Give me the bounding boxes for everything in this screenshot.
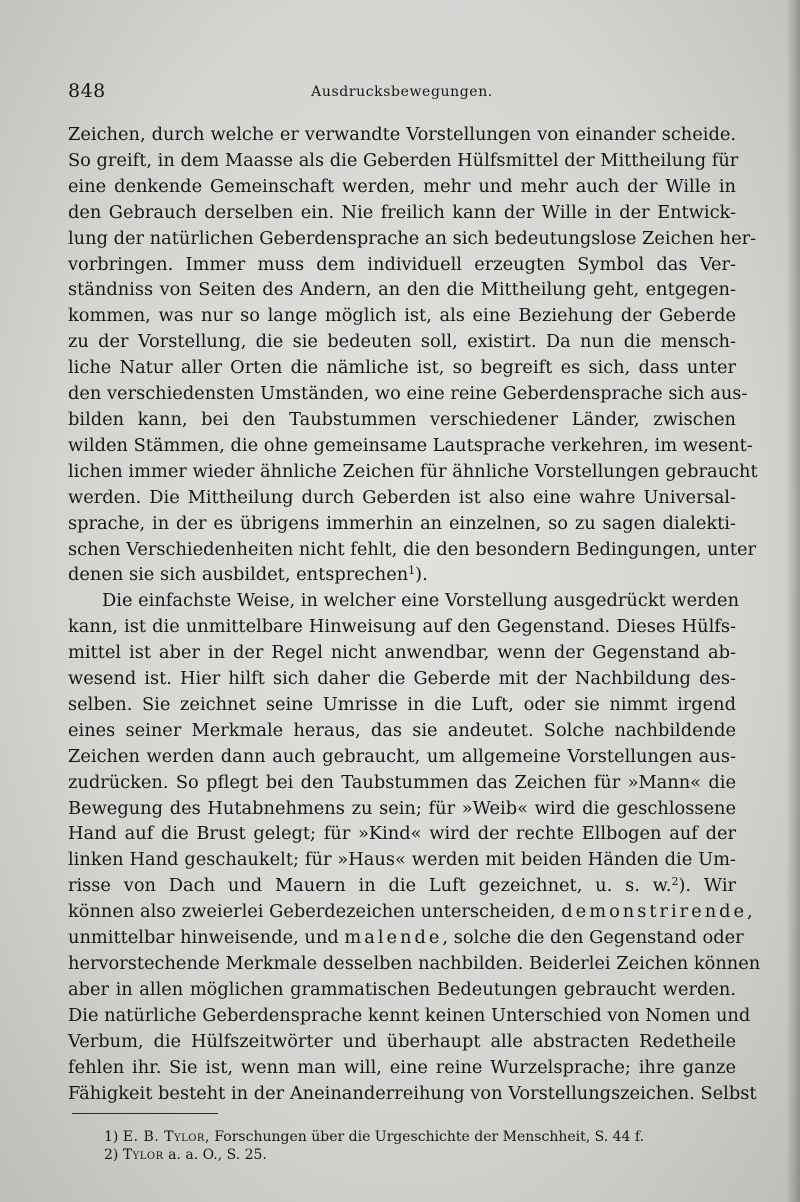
text-line: sprache, in der es übrigens immerhin an einzelnen, so zu sagen dialekti- — [68, 512, 736, 534]
footnote-marker: 1) — [104, 1129, 119, 1145]
spaced-term: demonstrirende, — [561, 901, 756, 923]
page-edge-shadow — [786, 0, 800, 1202]
text-line: So greift, in dem Maasse als die Geberden Hülfsmittel der Mittheilung für — [68, 149, 739, 171]
text-fragment: können also zweierlei Geberdezeichen unterscheiden, — [68, 901, 556, 923]
text-line: Hand auf die Brust gelegt; für »Kind« wird der rechte Ellbogen auf der — [68, 823, 736, 845]
text-line: eines seiner Merkmale heraus, das sie andeutet. Solche nachbildende — [68, 719, 736, 741]
footnote-ref: 2 — [671, 875, 679, 889]
text-line — [68, 925, 744, 951]
spaced-term: malende — [344, 927, 443, 949]
footnotes — [104, 1128, 744, 1164]
text-fragment: risse von Dach und Mauern in die Luft gezeichnet, u. s. w. — [68, 875, 672, 897]
footnote-author: E. B. Tylor, — [122, 1129, 210, 1145]
text-line: bilden kann, bei den Taubstummen verschiedener Länder, zwischen — [68, 408, 736, 430]
text-line: aber in allen möglichen grammatischen Bedeutungen gebraucht werden. — [68, 978, 736, 1000]
text-line: wilden Stämmen, die ohne gemeinsame Lautsprache verkehren, im wesent- — [68, 434, 753, 456]
text-fragment: unmittelbar hinweisende, und — [68, 927, 339, 949]
text-line: Verbum, die Hülfszeitwörter und überhaupt alle abstracten Redetheile — [68, 1030, 736, 1052]
text-fragment: ). — [678, 875, 692, 897]
page-header — [68, 80, 736, 110]
footnote-ref: 1 — [408, 564, 416, 578]
text-line: mittel ist aber in der Regel nicht anwendbar, wenn der Gegenstand ab- — [68, 642, 736, 664]
text-line: selben. Sie zeichnet seine Umrisse in die Luft, oder sie nimmt irgend — [68, 693, 736, 715]
text-line: lichen immer wieder ähnliche Zeichen für ähnliche Vorstellungen gebraucht — [68, 460, 758, 482]
footnote-text: a. a. O., S. 25. — [168, 1147, 267, 1163]
text-line: schen Verschiedenheiten nicht fehlt, die den besondern Bedingungen, unter — [68, 538, 757, 560]
text-line: zudrücken. So pflegt bei den Taubstummen das Zeichen für »Mann« die — [68, 771, 736, 793]
text-line: hervorstechende Merkmale desselben nachbilden. Beiderlei Zeichen können — [68, 953, 761, 974]
text-fragment: Wir — [703, 875, 737, 897]
text-line: werden. Die Mittheilung durch Geberden ist also eine wahre Universal- — [68, 486, 736, 508]
text-line: linken Hand geschaukelt; für »Haus« werden mit beiden Händen die Um- — [68, 849, 736, 871]
footnote-text: Forschungen über die Urgeschichte der Menschheit, S. 44 f. — [214, 1129, 645, 1145]
text-line: den verschiedensten Umständen, wo eine reine Geberdensprache sich aus- — [68, 383, 748, 405]
text-line: kann, ist die unmittelbare Hinweisung auf den Gegenstand. Dieses Hülfs- — [68, 616, 736, 638]
text-line: liche Natur aller Orten die nämliche ist, so begreift es sich, dass unter — [68, 357, 736, 379]
running-title: Ausdrucksbewegungen. — [311, 84, 493, 100]
text-line: ständniss von Seiten des Andern, an den die Mittheilung geht, entgegen- — [68, 279, 736, 301]
text-line: Die natürliche Geberdensprache kennt keinen Unterschied von Nomen und — [68, 1004, 751, 1026]
text-line: lung der natürlichen Geberdensprache an sich bedeutungslose Zeichen her- — [68, 227, 757, 249]
text-fragment: ). — [415, 564, 428, 586]
text-line-paragraph-end — [68, 562, 736, 588]
text-line — [68, 873, 736, 899]
text-line: Zeichen werden dann auch gebraucht, um allgemeine Vorstellungen aus- — [68, 745, 736, 767]
footnote-marker: 2) — [104, 1147, 119, 1163]
body-text — [68, 122, 761, 1106]
text-fragment: , solche die den Gegenstand oder — [442, 927, 744, 949]
text-line: Bewegung des Hutabnehmens zu sein; für »Weib« wird die geschlossene — [68, 797, 736, 819]
text-line: Fähigkeit besteht in der Aneinanderreihung von Vorstellungszeichen. Selbst — [68, 1082, 757, 1104]
text-line: eine denkende Gemeinschaft werden, mehr und mehr auch der Wille in — [68, 175, 736, 197]
page-number: 848 — [68, 80, 106, 102]
text-line: wesend ist. Hier hilft sich daher die Geberde mit der Nachbildung des- — [68, 668, 736, 690]
text-line: fehlen ihr. Sie ist, wenn man will, eine reine Wurzelsprache; ihre ganze — [68, 1056, 736, 1078]
text-line: kommen, was nur so lange möglich ist, als eine Beziehung der Geberde — [68, 305, 736, 327]
text-line-paragraph-start: Die einfachste Weise, in welcher eine Vorstellung ausgedrückt werden — [102, 590, 740, 612]
footnote-divider — [72, 1113, 218, 1114]
footnote-2 — [104, 1146, 744, 1164]
footnote-author: Tylor — [122, 1147, 164, 1163]
text-line: den Gebrauch derselben ein. Nie freilich kann der Wille in der Entwick- — [68, 201, 736, 223]
text-line: zu der Vorstellung, die sie bedeuten soll, existirt. Da nun die mensch- — [68, 331, 736, 353]
text-fragment: denen sie sich ausbildet, entsprechen — [68, 564, 409, 586]
text-line — [68, 899, 756, 925]
footnote-1 — [104, 1128, 744, 1146]
text-line: Zeichen, durch welche er verwandte Vorstellungen von einander scheide. — [68, 124, 736, 145]
text-line: vorbringen. Immer muss dem individuell erzeugten Symbol das Ver- — [68, 253, 736, 275]
